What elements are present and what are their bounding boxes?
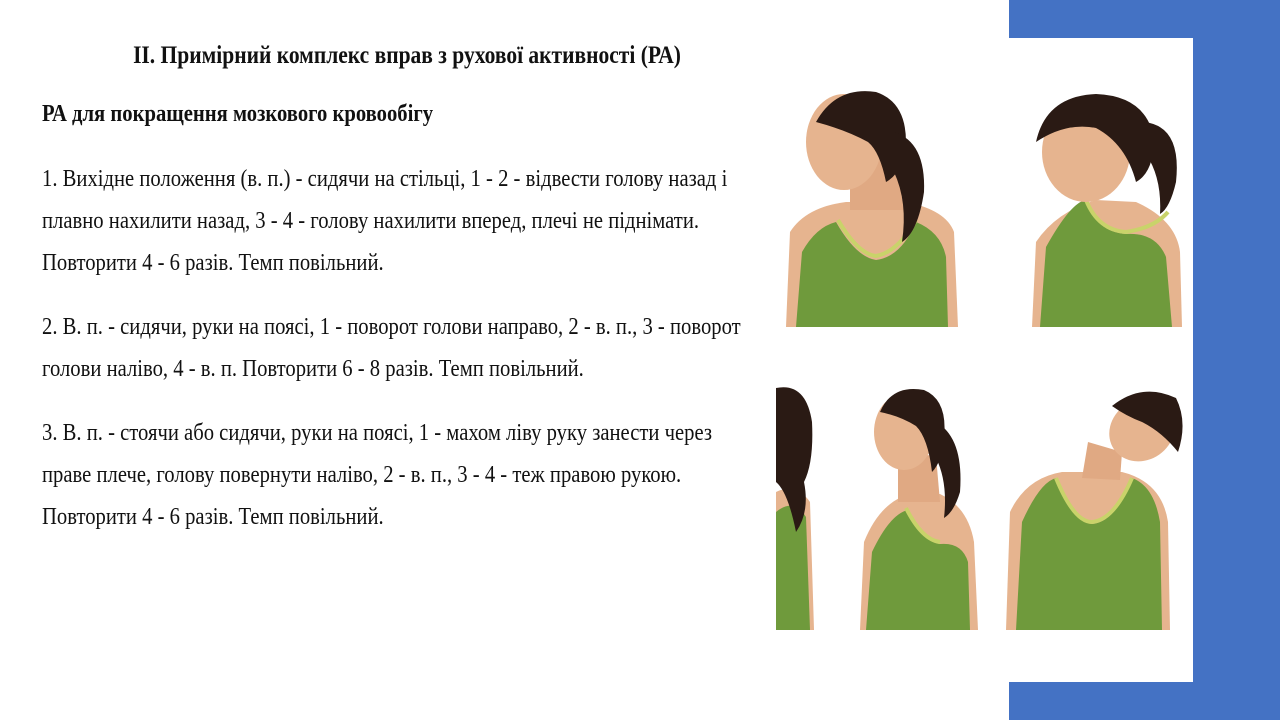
exercise-2: 2. В. п. - сидячи, руки на поясі, 1 - поворот голови направо, 2 - в. п., 3 - поворот голови наліво, 4 - в. п. Повторити 6 - 8 разів. Темп повільний.: [42, 314, 741, 382]
slide-title: ІІ. Примірний комплекс вправ з рухової активності (РА): [133, 42, 681, 69]
head-turn-left-photo: [776, 382, 838, 630]
section-subtitle: РА для покращення мозкового кровообігу: [42, 101, 434, 127]
head-tilt-forward-photo: [1016, 82, 1188, 327]
exercise-photos: [776, 82, 1188, 630]
head-turn-right-photo: [840, 382, 990, 630]
head-tilt-back-photo: [776, 82, 976, 327]
text-content: [42, 36, 772, 560]
exercise-1: 1. Вихідне положення (в. п.) - сидячи на стільці, 1 - 2 - відвести голову назад і плавно нахилити назад, 3 - 4 - голову нахилити вперед, плечі не піднімати. Повторити 4 - 6 разів. Темп повільний.: [42, 166, 728, 276]
head-side-tilt-photo: [992, 382, 1188, 630]
exercise-3: 3. В. п. - стоячи або сидячи, руки на поясі, 1 - махом ліву руку занести через праве плече, голову повернути наліво, 2 - в. п., 3 - 4 - теж правою рукою. Повторити 4 - 6 разів. Темп повільний.: [42, 420, 713, 530]
